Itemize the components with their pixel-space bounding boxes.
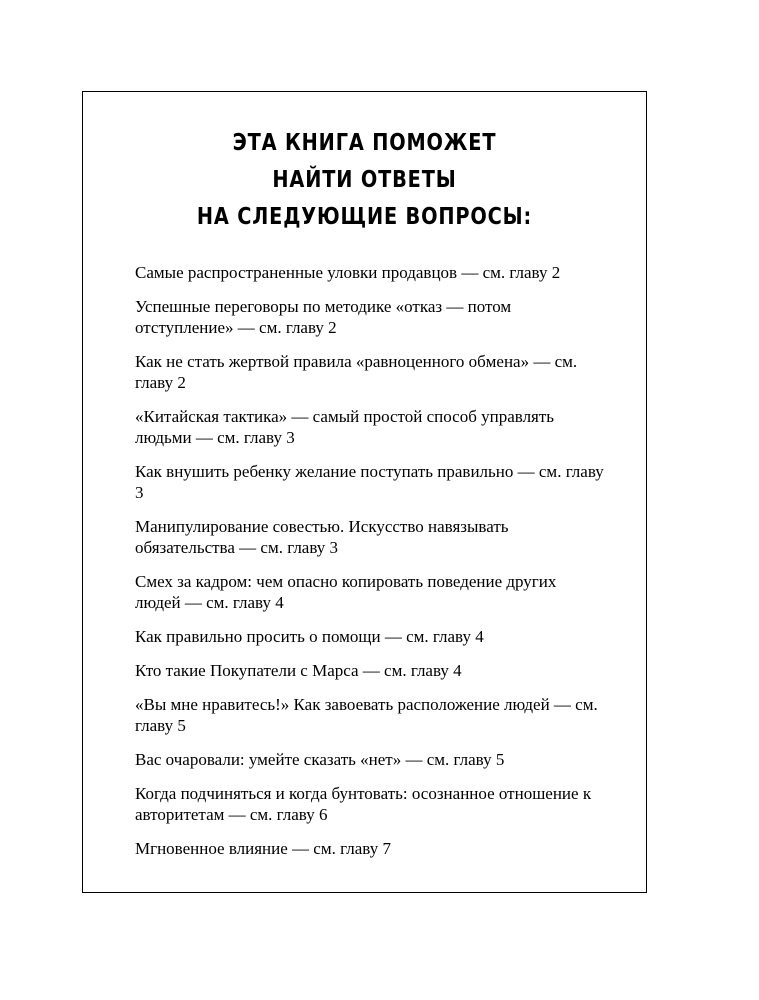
list-item: Как внушить ребенку желание поступать правильно — см. главу 3 (135, 462, 604, 502)
list-item: Манипулирование совестью. Искусство навязывать обязательства — см. главу 3 (135, 517, 509, 557)
list-item: Кто такие Покупатели с Марса — см. главу 4 (135, 661, 462, 680)
list-item: Когда подчиняться и когда бунтовать: осознанное отношение к авторитетам — см. главу 6 (135, 784, 592, 824)
list-item: «Вы мне нравитесь!» Как завоевать расположение людей — см. главу 5 (135, 695, 598, 735)
content-frame (82, 91, 647, 893)
heading-line-2: НАЙТИ ОТВЕТЫ (272, 167, 457, 193)
list-item: «Китайская тактика» — самый простой способ управлять людьми — см. главу 3 (135, 407, 555, 447)
list-item: Успешные переговоры по методике «отказ — потом отступление» — см. главу 2 (135, 297, 512, 337)
list-item: Вас очаровали: умейте сказать «нет» — см. главу 5 (135, 750, 505, 769)
list-item: Самые распространенные уловки продавцов — см. главу 2 (135, 263, 561, 282)
list-item: Как правильно просить о помощи — см. главу 4 (135, 627, 484, 646)
list-item: Смех за кадром: чем опасно копировать поведение других людей — см. главу 4 (135, 572, 557, 612)
list-item: Как не стать жертвой правила «равноценного обмена» — см. главу 2 (135, 352, 578, 392)
heading-line-3: НА СЛЕДУЮЩИЕ ВОПРОСЫ: (196, 204, 533, 230)
list-item: Мгновенное влияние — см. главу 7 (135, 839, 391, 858)
page-heading (128, 125, 601, 236)
heading-line-1: ЭТА КНИГА ПОМОЖЕТ (232, 130, 497, 156)
questions-list (135, 262, 605, 859)
